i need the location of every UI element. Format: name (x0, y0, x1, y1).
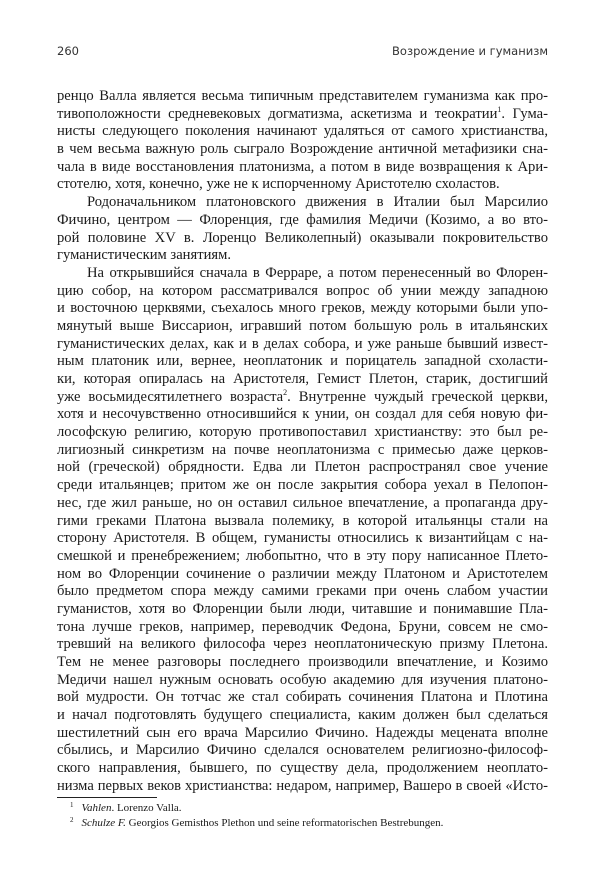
text-line: На открывшийся сначала в Ферраре, а потом перенесенный во Флорен- (87, 264, 548, 281)
text-line: среди итальянцев; притом же он после закрытия собора уехал в Пелопон- (57, 477, 548, 494)
paragraph (57, 194, 548, 265)
footnotes (70, 801, 443, 831)
text-line: рой половине XV в. Лоренцо Великолепный) оказывали покровительство (57, 229, 548, 246)
text-line: чала в виде восстановления платонизма, а потом в виде возвращения к Ари- (57, 158, 548, 175)
text-line: вой мудрости. Он тотчас же стал собирать сочинения Платона и Плотина (57, 689, 548, 706)
text-line: было предметом спора между самими греками при очень слабом участии (57, 583, 548, 600)
text-line: и начал подготовлять будущего специалиста, каким должен был сделаться (57, 707, 548, 724)
text-line: ки, которая опиралась на Аристотеля, Гемист Плетон, старик, достигший (57, 371, 548, 387)
footnote-number: 1 (70, 801, 74, 809)
page-number: 260 (57, 44, 79, 58)
text-line: Тем не менее разговоры последнего производили впечатление, и Козимо (57, 654, 548, 670)
text-line: в чем весьма важную роль сыграло Возрождение античной метафизики сна- (57, 141, 548, 158)
footnote-author: Vahlen (81, 802, 112, 814)
text-line: цию собор, на котором рассматривался вопрос об унии между западною (57, 282, 548, 299)
text-line: нес, где жил раньше, но он оставил сильное впечатление, а пропаганда дру- (57, 494, 548, 511)
text-line: лософскую религию, которую противопоставил христианству: это был ре- (57, 424, 548, 441)
text-line: нисты следующего поколения начинают удаляться от самого христианства, (57, 123, 548, 140)
text-line: и восточною церквями, съехалось много греков, между которыми были упо- (57, 300, 548, 317)
footnote: $^1$ Vahlen. Lorenzo Valla. (70, 801, 182, 814)
text-line: тона лучше греков, например, переводчик Федона, Бруни, совсем не смо- (57, 618, 548, 635)
footnote-ref: 1 (497, 104, 502, 114)
text-line: ном во Флоренции сочинение о различии между Платоном и Аристотелем (57, 565, 548, 582)
text-line: стотелю, хотя, конечно, уже не к испорченному Аристотелю схоластов. (57, 176, 500, 193)
text-line: Фичино, центром — Флоренция, где фамилия Медичи (Козимо, а во вто- (57, 211, 548, 228)
paragraph (57, 88, 548, 194)
text-line: хотя и несочувственно относившийся к унии, он создал для себя новую фи- (57, 406, 548, 423)
footnote-number: 2 (70, 816, 74, 824)
text-line: гуманистов, хотя во Флоренции были люди, читавшие и понимавшие Пла- (57, 600, 548, 617)
text-line: ского направления, бывшего, по существу дела, продолжением неоплато- (57, 760, 548, 777)
footnote-ref: 2 (283, 387, 288, 397)
text-line: смешкой и пренебрежением; любопытно, что в эту пору написанное Плето- (57, 547, 548, 564)
text-line: сбылись, и Марсилио Фичино сделался основателем религиозно-философ- (57, 742, 548, 759)
text-line: уже восьмидесятилетнего возраста$^2$. Внутренне чуждый греческой церкви, (57, 387, 548, 405)
text-line: гими греками Платона вызвала полемику, в которой итальянцы стали на (57, 512, 548, 529)
body-text (57, 88, 548, 796)
text-line: шестилетний сын его врача Марсилио Фичино. Надежды мецената вполне (57, 724, 548, 741)
text-line: тивоположности средневековых догматизма, аскетизма и теократии$^1$. Гума- (57, 104, 549, 122)
text-line: ренцо Валла является весьма типичным представителем гуманизма как про- (57, 88, 548, 104)
text-line: тревший на великого философа через неоплатоническую призму Плетона. (57, 636, 548, 653)
footnote: $^2$ Schulze F. Georgios Gemisthos Plethon und seine reformatorischen Bestrebungen. (70, 816, 444, 829)
running-title: Возрождение и гуманизм (392, 44, 548, 58)
text-line: сторону Аристотеля. В общем, гуманисты относились к византийцам с на- (57, 530, 548, 547)
footnote-author: Schulze F. (81, 817, 126, 829)
text-line: гуманистическим занятиям. (57, 247, 231, 264)
text-line: Родоначальником платоновского движения в Италии был Марсилио (87, 194, 548, 211)
text-line: мянутый выше Виссарион, игравший потом большую роль в итальянских (57, 317, 548, 334)
text-line: Медичи нашел нужным основать особую академию для изучения платоно- (57, 671, 548, 688)
text-line: низма первых веков христианства: недаром, например, Вашеро в своей «Исто- (57, 777, 548, 794)
paragraph (57, 265, 548, 796)
text-line: гуманистических делах, как и в делах собора, и уже раньше бывший извест- (57, 335, 548, 352)
text-line: лигиозный синкретизм на почве неоплатонизма с примесью даже церков- (57, 441, 548, 458)
running-header (57, 44, 548, 60)
footnote-divider (57, 797, 157, 798)
text-line: ным платоник или, вернее, неоплатоник и порицатель западной схоласти- (57, 353, 548, 370)
text-line: ной (греческой) обрядности. Едва ли Плетон распространял свое учение (57, 459, 548, 476)
